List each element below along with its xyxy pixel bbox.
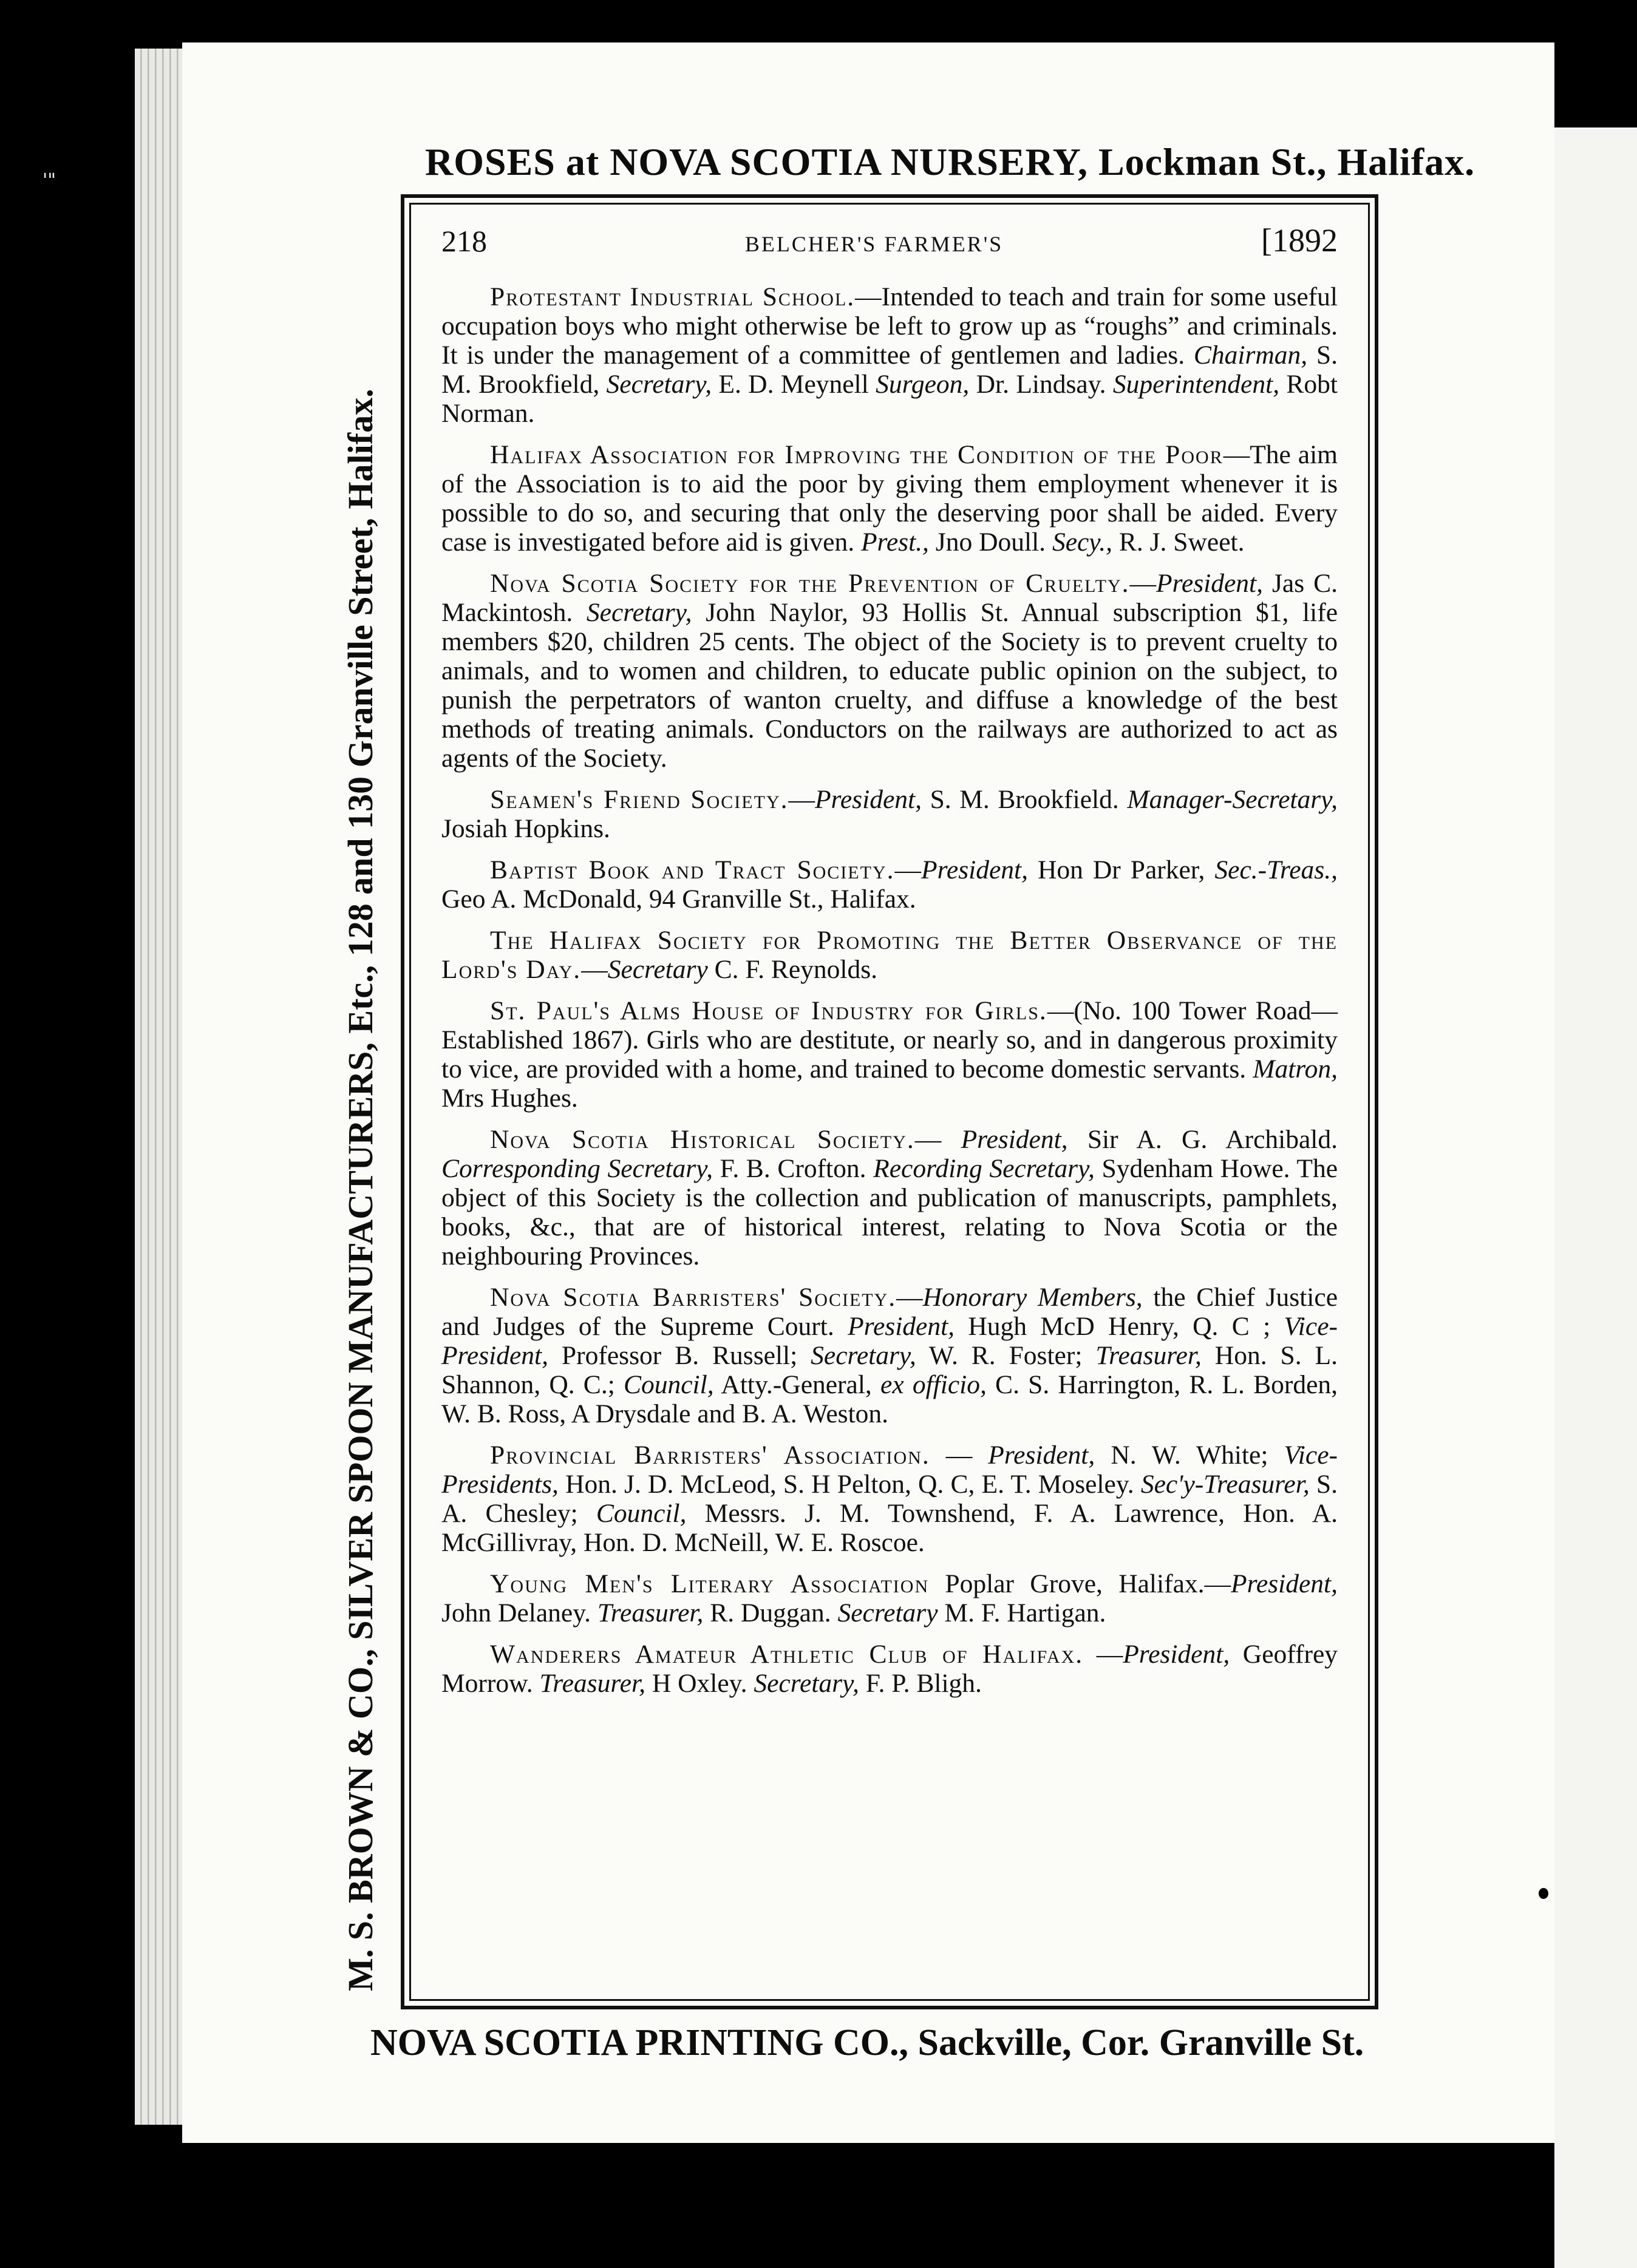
entry-text: Jno Doull. [928, 528, 1052, 557]
text-frame [401, 194, 1378, 2009]
officer-title: Secy., [1052, 528, 1112, 557]
society-entry [441, 440, 1338, 557]
entry-text: — [581, 955, 608, 984]
entry-text: Poplar Grove, Halifax.— [929, 1569, 1231, 1598]
page-number: 218 [441, 224, 487, 258]
entry-text: John Naylor, 93 Hollis St. Annual subscription $1, life members $20, children 25 cents. The object of the Society is to prevent cruelty to animals, and to women and children, to educate public opinion on the subject, to punish the perpetrators of wanton cruelty, and diffuse a knowledge of the best methods of treating animals. Conductors on the railways are authorized to act as agents of the Society. [441, 598, 1338, 773]
officer-title: President, [961, 1125, 1068, 1154]
entry-text: N. W. White; [1095, 1441, 1284, 1470]
officer-title: Secretary, [586, 598, 692, 627]
society-name: Wanderers Amateur Athletic Club of Halifax. [490, 1640, 1084, 1669]
society-entry [441, 1441, 1338, 1557]
entry-text: Messrs. J. M. Townshend, F. A. Lawrence, Hon. A. McGillivray, Hon. D. McNeill, W. E. Roscoe. [441, 1499, 1338, 1557]
entry-text: F. B. Crofton. [712, 1154, 874, 1183]
officer-title: ex officio, [880, 1370, 987, 1399]
entry-text: John Delaney. [441, 1598, 597, 1628]
entry-text: Hon. J. D. McLeod, S. H Pelton, Q. C, E. T. Moseley. [558, 1470, 1141, 1499]
entry-text: Dr. Lindsay. [969, 370, 1113, 399]
officer-title: Treasurer, [539, 1669, 645, 1698]
officer-title: Secretary [607, 955, 708, 984]
officer-title: Prest., [860, 528, 929, 557]
officer-title: Secretary, [606, 370, 712, 399]
entry-text: — [930, 1441, 989, 1470]
entry-text: Geo A. McDonald, 94 Granville St., Halifax. [441, 884, 916, 914]
society-name: Halifax Association for Improving the Condition of the Poor [490, 440, 1223, 469]
entry-text: R. Duggan. [703, 1598, 838, 1628]
society-name: Nova Scotia Society for the Prevention of Cruelty. [490, 569, 1130, 598]
entry-text: the Chief Justice and Judges of the Supreme Court. [441, 1283, 1338, 1341]
entry-text: —Intended to teach and train for some useful occupation boys who might otherwise be left to grow up as “roughs” and criminals. It is under the management of a committee of gentlemen and ladies. [441, 282, 1338, 370]
society-entry [441, 855, 1338, 914]
society-entry [441, 996, 1338, 1113]
entry-text: E. D. Meynell [712, 370, 876, 399]
top-advertisement: ROSES at NOVA SCOTIA NURSERY, Lockman St., Halifax. [425, 140, 1475, 183]
officer-title: President, [814, 785, 922, 814]
text-frame-inner [409, 203, 1370, 2001]
year: [1892 [1261, 222, 1338, 259]
running-title: BELCHER'S FARMER'S [744, 232, 1004, 256]
running-head [441, 222, 1338, 259]
society-entry [441, 1640, 1338, 1698]
entry-text: C. S. Harrington, R. L. Borden, W. B. Ross, A Drysdale and B. A. Weston. [441, 1370, 1338, 1428]
officer-title: Treasurer, [597, 1598, 704, 1628]
entry-text: — [788, 785, 815, 814]
entry-text: C. F. Reynolds. [707, 955, 878, 984]
entry-text: Atty.-General, [713, 1370, 881, 1399]
entry-text: — [894, 855, 921, 884]
officer-title: Manager-Secretary, [1127, 785, 1338, 814]
entry-text: S. M. Brookfield. [921, 785, 1128, 814]
entry-text: H Oxley. [645, 1669, 754, 1698]
society-entry [441, 282, 1338, 428]
officer-title: Surgeon, [876, 370, 970, 399]
officer-title: Sec'y-Treasurer, [1140, 1470, 1310, 1499]
society-name: Young Men's Literary Association [490, 1569, 930, 1598]
entry-text: Sydenham Howe. The object of this Society is the collection and publication of manuscripts, pamphlets, books, &c., that are of historical interest, relating to Nova Scotia or the neighbouring Provinces. [441, 1154, 1338, 1271]
officer-title: Vice-President, [441, 1312, 1338, 1370]
entry-text: Mrs Hughes. [441, 1084, 578, 1113]
society-entry [441, 1125, 1338, 1271]
society-entry [441, 926, 1338, 984]
entry-text: R. J. Sweet. [1112, 528, 1245, 557]
society-name: Seamen's Friend Society. [490, 785, 789, 814]
entry-text: — [896, 1283, 923, 1312]
officer-title: Sec.-Treas., [1214, 855, 1338, 884]
entry-text: Jas C. Mackintosh. [441, 569, 1338, 627]
entry-list [441, 282, 1338, 1698]
society-entry [441, 1569, 1338, 1628]
society-entry [441, 1283, 1338, 1428]
bottom-advertisement: NOVA SCOTIA PRINTING CO., Sackville, Cor. Granville St. [370, 2022, 1364, 2063]
officer-title: Matron, [1253, 1054, 1338, 1084]
officer-title: Chairman, [1193, 341, 1308, 370]
entry-text: Hon Dr Parker, [1027, 855, 1215, 884]
entry-text: S. M. Brookfield, [441, 341, 1338, 399]
entry-text: Josiah Hopkins. [441, 814, 610, 843]
officer-title: President, [921, 855, 1028, 884]
page-stack-edges [135, 49, 189, 2125]
entry-text: Sir A. G. Archibald. [1067, 1125, 1338, 1154]
entry-text: —The aim of the Association is to aid the poor by giving them employment whenever it is possible to do so, and securing that only the deserving poor shall be aided. Every case is investigated before aid is given. [441, 440, 1338, 557]
society-name: Baptist Book and Tract Society. [490, 855, 895, 884]
officer-title: Superintendent, [1112, 370, 1280, 399]
officer-title: Secretary, [754, 1669, 859, 1698]
entry-text: Hon. S. L. Shannon, Q. C.; [441, 1341, 1338, 1399]
officer-title: Council, [623, 1370, 714, 1399]
society-name: Nova Scotia Barristers' Society. [490, 1283, 897, 1312]
officer-title: Council, [596, 1499, 687, 1528]
society-entry [441, 785, 1338, 843]
entry-text: Professor B. Russell; [548, 1341, 811, 1370]
officer-title: Honorary Members, [922, 1283, 1143, 1312]
officer-title: Secretary [837, 1598, 938, 1628]
officer-title: President, [848, 1312, 955, 1341]
entry-text: Hugh McD Henry, Q. C ; [955, 1312, 1284, 1341]
society-name: Provincial Barristers' Association. [490, 1441, 930, 1470]
society-name: Protestant Industrial School. [490, 282, 856, 311]
society-name: St. Paul's Alms House of Industry for Girls. [490, 996, 1047, 1025]
officer-title: President, [1156, 569, 1264, 598]
side-advertisement: M. S. BROWN & CO., SILVER SPOON MANUFACTURERS, Etc., 128 and 130 Granville Street, Halifax. [341, 389, 380, 1991]
entry-text: Geoffrey Morrow. [441, 1640, 1338, 1698]
officer-title: Recording Secretary, [873, 1154, 1095, 1183]
facing-page-edge [1554, 127, 1637, 2268]
officer-title: President, [1123, 1640, 1230, 1669]
entry-text: —(No. 100 Tower Road—Established 1867). Girls who are destitute, or nearly so, and in dangerous proximity to vice, are provided with a home, and trained to become domestic servants. [441, 996, 1338, 1084]
officer-title: Corresponding Secretary, [441, 1154, 713, 1183]
scan-mark: '" [43, 170, 56, 191]
officer-title: Secretary, [811, 1341, 916, 1370]
officer-title: President, [1231, 1569, 1338, 1598]
society-name: The Halifax Society for Promoting the Better Observance of the Lord's Day. [441, 926, 1338, 984]
entry-text: Robt Norman. [441, 370, 1338, 428]
society-entry [441, 569, 1338, 773]
officer-title: Treasurer, [1095, 1341, 1202, 1370]
society-name: Nova Scotia Historical Society. [490, 1125, 915, 1154]
entry-text: W. R. Foster; [916, 1341, 1096, 1370]
scan-dot [1539, 1888, 1548, 1899]
entry-text: — [1083, 1640, 1123, 1669]
entry-text: F. P. Bligh. [859, 1669, 982, 1698]
entry-text: — [914, 1125, 961, 1154]
entry-text: S. A. Chesley; [441, 1470, 1338, 1528]
officer-title: Vice-Presidents, [441, 1441, 1338, 1499]
entry-text: M. F. Hartigan. [938, 1598, 1106, 1628]
officer-title: President, [988, 1441, 1095, 1470]
entry-text: — [1129, 569, 1157, 598]
